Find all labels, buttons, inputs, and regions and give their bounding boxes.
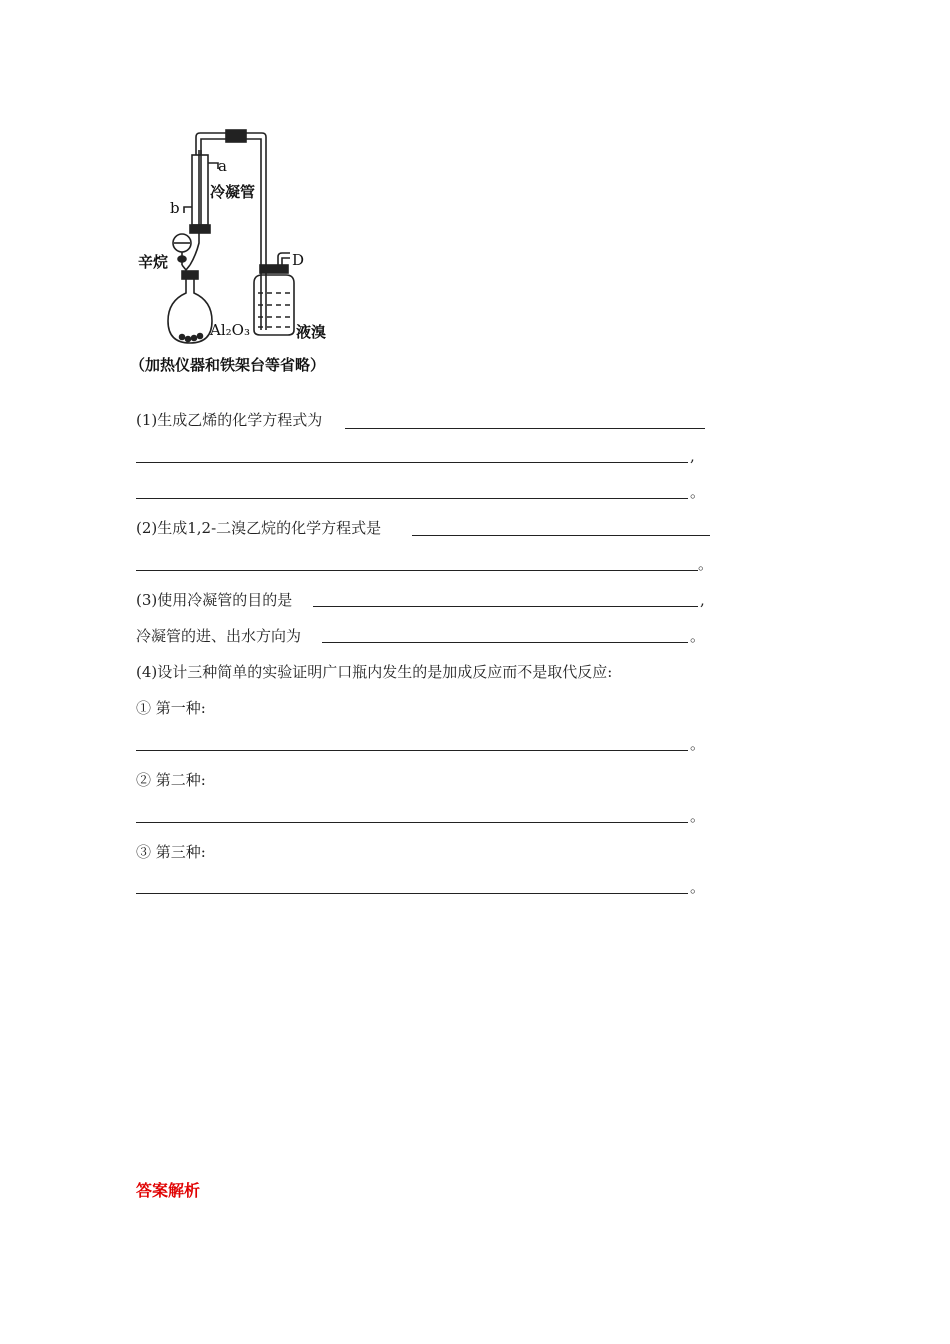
apparatus-diagram [130,125,360,350]
label-al2o3: Al₂O₃ [210,321,250,339]
q4-blank-1[interactable] [136,750,688,751]
label-octane: 辛烷 [138,253,169,271]
label-a: a [218,157,227,175]
q4-second-label: ② 第二种: [136,771,206,789]
q4-period-3: 。 [690,878,706,896]
label-b: b [170,199,180,217]
q1-period: 。 [690,483,706,501]
q3-text-2: 冷凝管的进、出水方向为 [136,627,302,645]
apparatus-drawing [130,125,360,350]
q3-blank-2[interactable] [322,642,688,643]
q4-period-1: 。 [690,735,706,753]
label-D: D [292,251,305,269]
answer-heading: 答案解析 [136,1181,201,1200]
q1-blank-1[interactable] [345,428,705,429]
q1-comma: , [690,447,695,465]
q2-text: (2)生成1,2-二溴乙烷的化学方程式是 [136,519,382,537]
q1-blank-3[interactable] [136,498,688,499]
q3-comma: , [700,591,705,609]
q4-blank-3[interactable] [136,893,688,894]
q4-text: (4)设计三种简单的实验证明广口瓶内发生的是加成反应而不是取代反应: [136,663,613,681]
q3-blank-1[interactable] [313,606,698,607]
q3-period: 。 [690,627,706,645]
q4-blank-2[interactable] [136,822,688,823]
q1-text: (1)生成乙烯的化学方程式为 [136,411,323,429]
q3-text: (3)使用冷凝管的目的是 [136,591,293,609]
q4-first-label: ① 第一种: [136,699,206,717]
q2-period: 。 [698,555,714,573]
q2-blank-2[interactable] [136,570,698,571]
label-bromine: 液溴 [296,323,327,341]
q2-blank-1[interactable] [412,535,710,536]
figure-caption: （加热仪器和铁架台等省略） [130,356,326,374]
q4-period-2: 。 [690,807,706,825]
label-condenser: 冷凝管 [210,183,256,201]
q1-blank-2[interactable] [136,462,688,463]
q4-third-label: ③ 第三种: [136,843,206,861]
